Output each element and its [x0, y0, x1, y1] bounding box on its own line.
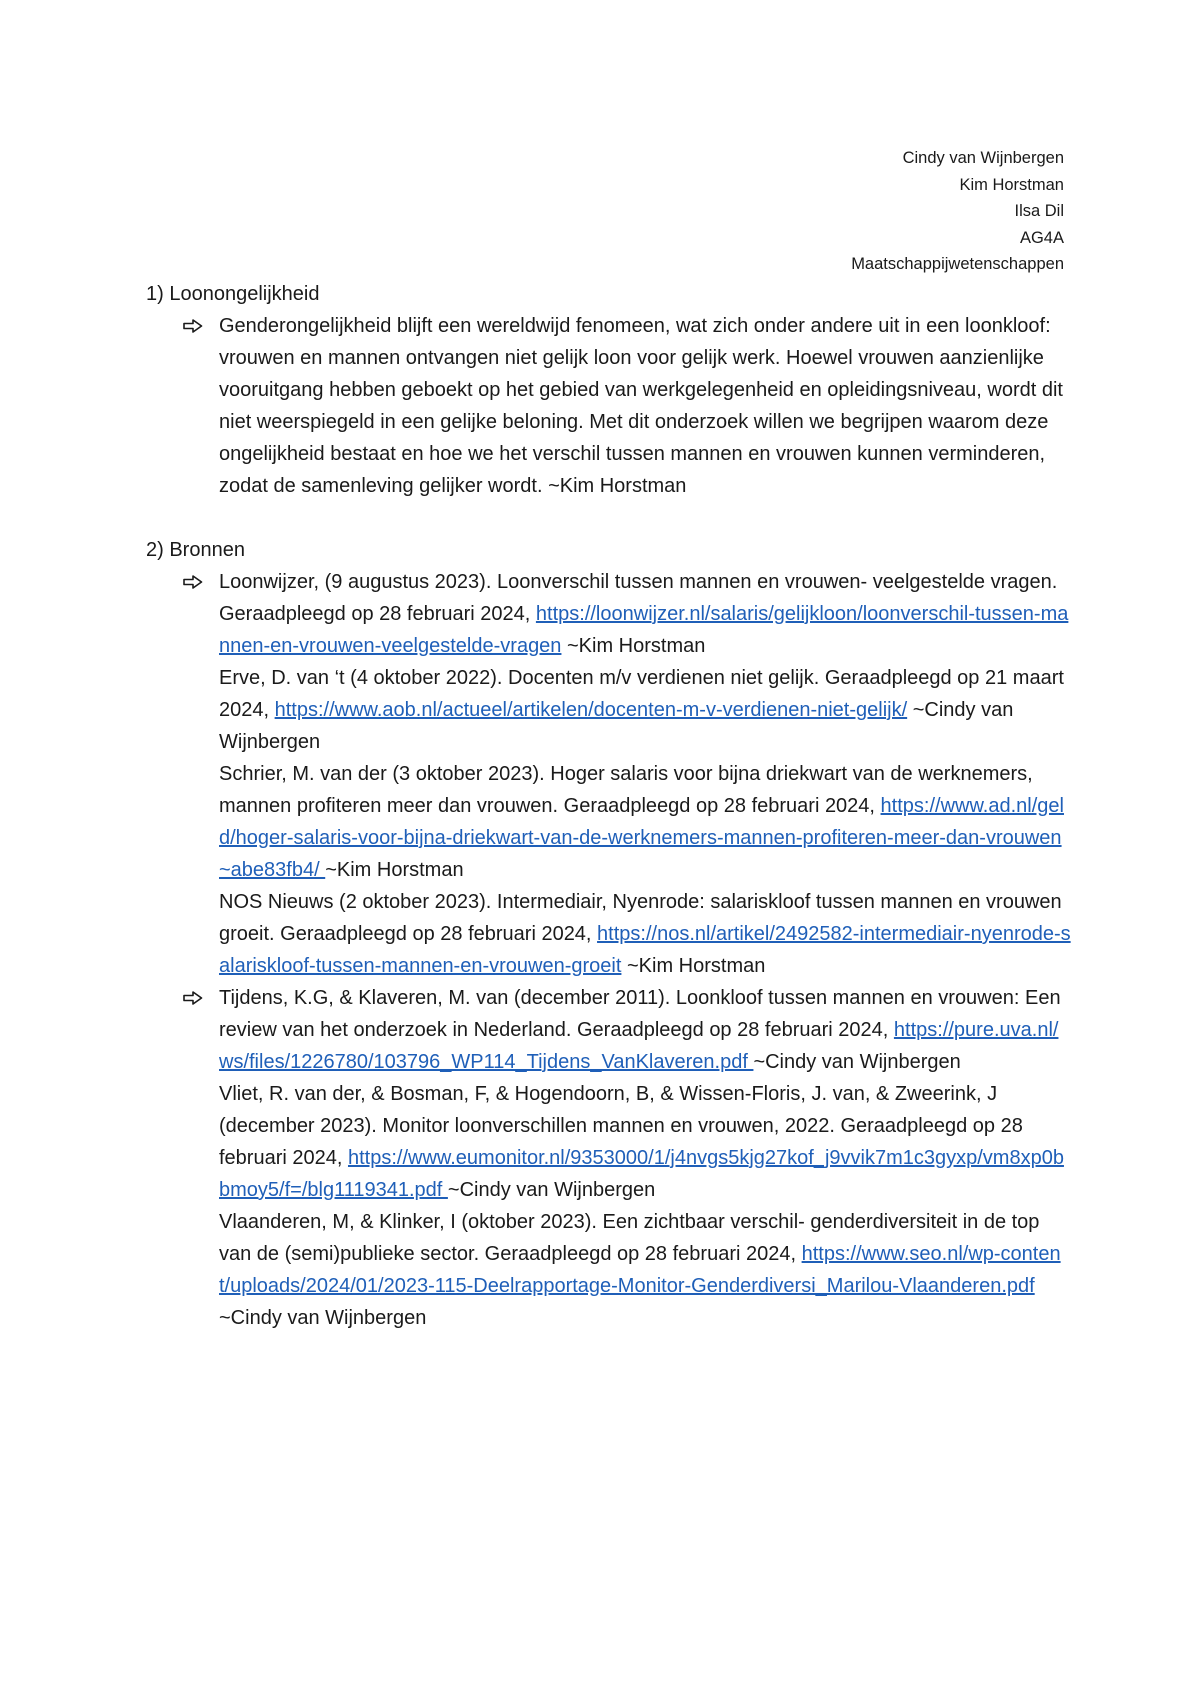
section-heading-loonongelijkheid: 1) Loonongelijkheid — [146, 283, 320, 305]
source-author: ~Cindy van Wijnbergen — [447, 1179, 656, 1201]
source-entry — [219, 758, 1071, 886]
section-heading-bronnen: 2) Bronnen — [146, 539, 245, 561]
document-body — [146, 278, 1071, 1334]
source-citation: Vliet, R. van der, & Bosman, F, & Hogendoorn, B, & Wissen-Floris, J. van, & Zweerink, J (december 2023). Monitor loonverschillen mannen en vrouwen, 2022. Geraadpleegd op 28 februari 2024, — [219, 1083, 1023, 1169]
source-author: ~Kim Horstman — [561, 635, 706, 657]
source-entry — [219, 662, 1071, 758]
intro-block — [146, 310, 1071, 502]
author-name: Kim Horstman — [959, 175, 1064, 194]
sources-group — [146, 566, 1071, 982]
sources-group — [146, 982, 1071, 1334]
source-author: ~Cindy van Wijnbergen — [753, 1051, 961, 1073]
source-entry — [219, 1078, 1071, 1206]
source-link[interactable]: https://www.seo.nl/wp-content/uploads/2024/01/2023-115-Deelrapportage-Monitor-Genderdiversi_Marilou-Vlaanderen.pdf — [219, 1243, 1061, 1297]
source-citation: Loonwijzer, (9 augustus 2023). Loonverschil tussen mannen en vrouwen- veelgestelde vragen. Geraadpleegd op 28 februari 2024, — [219, 571, 1058, 625]
source-citation: Vlaanderen, M, & Klinker, I (oktober 2023). Een zichtbaar verschil- genderdiversiteit in de top van de (semi)publieke sector. Geraadpleegd op 28 februari 2024, — [219, 1211, 1040, 1265]
arrow-bullet-icon — [183, 982, 207, 1014]
author-name: Cindy van Wijnbergen — [902, 149, 1064, 167]
source-author: ~Cindy van Wijnbergen — [219, 1307, 427, 1329]
source-citation: Schrier, M. van der (3 oktober 2023). Hoger salaris voor bijna driekwart van de werknemers, mannen profiteren meer dan vrouwen. Geraadpleegd op 28 februari 2024, — [219, 763, 1033, 817]
class-code: AG4A — [1019, 228, 1064, 247]
author-name: Ilsa Dil — [1014, 202, 1064, 220]
source-link[interactable]: https://loonwijzer.nl/salaris/gelijkloon/loonverschil-tussen-mannen-en-vrouwen-veelgestelde-vragen — [219, 603, 1069, 657]
source-link[interactable]: https://pure.uva.nl/ws/files/1226780/103796_WP114_Tijdens_VanKlaveren.pdf — [219, 1019, 1059, 1073]
subject-name: Maatschappijwetenschappen — [851, 255, 1064, 273]
source-link[interactable]: https://nos.nl/artikel/2492582-intermediair-nyenrode-salariskloof-tussen-mannen-en-vrouwen-groeit — [219, 923, 1071, 977]
arrow-bullet-icon — [183, 310, 207, 342]
source-link[interactable]: https://www.ad.nl/geld/hoger-salaris-voor-bijna-driekwart-van-de-werknemers-mannen-profiteren-meer-dan-vrouwen~abe83fb4/ — [219, 795, 1064, 881]
source-author: ~Kim Horstman — [325, 859, 464, 881]
source-link[interactable]: https://www.eumonitor.nl/9353000/1/j4nvgs5kjg27kof_j9vvik7m1c3gyxp/vm8xp0bbmoy5/f=/blg1119341.pdf — [219, 1147, 1064, 1201]
source-author: ~Cindy van Wijnbergen — [219, 699, 1014, 753]
source-citation: Tijdens, K.G, & Klaveren, M. van (december 2011). Loonkloof tussen mannen en vrouwen: Een review van het onderzoek in Nederland. Geraadpleegd op 28 februari 2024, — [219, 987, 1061, 1041]
source-citation: NOS Nieuws (2 oktober 2023). Intermediair, Nyenrode: salariskloof tussen mannen en vrouwen groeit. Geraadpleegd op 28 februari 2024, — [219, 891, 1062, 945]
source-author: ~Kim Horstman — [621, 955, 766, 977]
source-entry — [219, 982, 1071, 1078]
source-link[interactable]: https://www.aob.nl/actueel/artikelen/docenten-m-v-verdienen-niet-gelijk/ — [274, 699, 908, 721]
source-citation: Erve, D. van ‘t (4 oktober 2022). Docenten m/v verdienen niet gelijk. Geraadpleegd op 21 maart 2024, — [219, 667, 1064, 721]
intro-paragraph: Genderongelijkheid blijft een wereldwijd fenomeen, wat zich onder andere uit in een loonkloof: vrouwen en mannen ontvangen niet gelijk loon voor gelijk werk. Hoewel vrouwen aanzienlijke vooruitgang hebben geboekt op het gebied van werkgelegenheid en opleidingsniveau, wordt dit niet weerspiegeld in een gelijke beloning. Met dit onderzoek willen we begrijpen waarom deze ongelijkheid bestaat en hoe we het verschil tussen mannen en vrouwen kunnen verminderen, zodat de samenleving gelijker wordt. ~Kim Horstman — [219, 315, 1063, 497]
source-entry — [219, 566, 1071, 662]
author-block — [851, 145, 1064, 278]
source-entry — [219, 886, 1071, 982]
arrow-bullet-icon — [183, 566, 207, 598]
spacer — [146, 502, 1071, 534]
source-entry — [219, 1206, 1071, 1334]
